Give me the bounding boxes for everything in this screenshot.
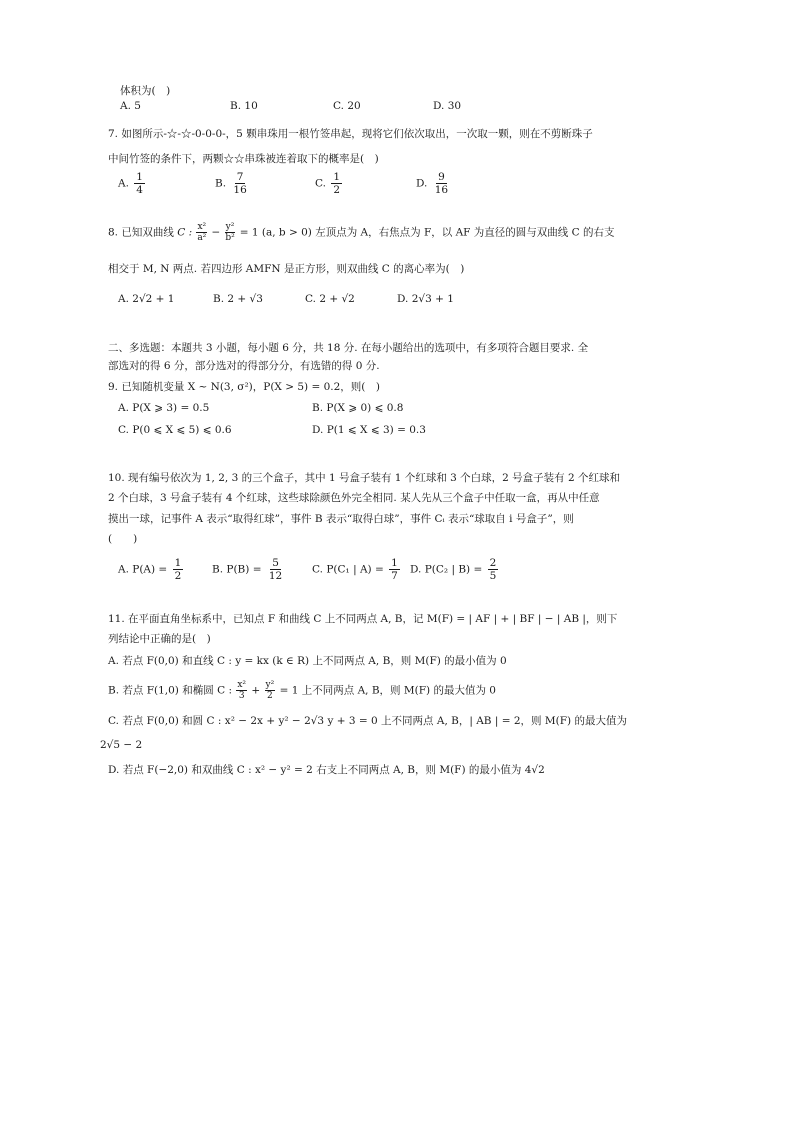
- q11-option-b-frac-y: [265, 680, 276, 701]
- numerator: 1: [174, 557, 182, 569]
- q7-option-b-fraction: [231, 171, 248, 196]
- q6-option-d: D. 30: [433, 100, 462, 112]
- q8-minus: −: [211, 226, 221, 239]
- q11-option-b-plus: +: [251, 684, 261, 697]
- q7-option-a-fraction: [134, 171, 145, 196]
- q11-option-a: A. 若点 F(0,0) 和直线 C : y = kx (k ∈ R) 上不同两点 A, B，则 M(F) 的最小值为 0: [108, 655, 507, 667]
- q6-stem-tail: 体积为( ): [120, 85, 171, 97]
- q9-option-b: B. P(X ⩾ 0) ⩽ 0.8: [312, 402, 404, 414]
- denominator: 3: [238, 691, 245, 701]
- q8-option-d: D. 2√3 + 1: [397, 293, 454, 305]
- denominator: 4: [136, 184, 143, 196]
- q10-option-c-fraction: [389, 557, 400, 582]
- q11-option-c-line1: C. 若点 F(0,0) 和圆 C : x² − 2x + y² − 2√3 y + 3 = 0 上不同两点 A, B，| AB | = 2，则 M(F) 的最大值为: [108, 715, 627, 727]
- numerator: x²: [237, 680, 247, 690]
- section2-line2: 部选对的得 6 分，部分选对的得部分分，有选错的得 0 分.: [108, 360, 380, 372]
- q10-option-b: [212, 557, 286, 582]
- q8-curve-lhs: C :: [177, 226, 193, 239]
- q11-option-b-frac-x: [236, 680, 247, 701]
- q11-option-d: D. 若点 F(−2,0) 和双曲线 C : x² − y² = 2 右支上不同两点 A, B，则 M(F) 的最小值为 4√2: [108, 764, 545, 776]
- q8-prefix: 8. 已知双曲线: [108, 226, 174, 239]
- denominator: 2: [174, 570, 182, 582]
- numerator: 1: [391, 557, 398, 569]
- q10-stem-line2: 2 个白球，3 号盒子装有 4 个红球，这些球除颜色外完全相同. 某人先从三个盒子中任取一盒，再从中任意: [108, 492, 600, 504]
- q10-option-c: [312, 557, 402, 582]
- q7-option-b: [215, 171, 251, 196]
- q10-stem-line3: 摸出一球，记事件 A 表示“取得红球”，事件 B 表示“取得白球”，事件 Cᵢ 表示“球取自 i 号盒子”，则: [108, 513, 574, 525]
- q10-stem-line4: ( ): [108, 533, 138, 545]
- q7-stem-line2: 中间竹签的条件下，两颗☆☆串珠被连着取下的概率是( ): [108, 153, 379, 165]
- q7-option-c: [315, 171, 344, 196]
- q10-option-c-label: C. P(C₁ | A) =: [312, 563, 384, 576]
- numerator: 5: [272, 557, 279, 569]
- q10-option-a-fraction: [173, 557, 184, 582]
- q10-stem-line1: 10. 现有编号依次为 1, 2, 3 的三个盒子，其中 1 号盒子装有 1 个红球和 3 个白球，2 号盒子装有 2 个红球和: [108, 472, 621, 484]
- q8-frac-x: [196, 222, 207, 243]
- denominator: 2: [333, 184, 341, 196]
- denominator: 16: [233, 184, 247, 196]
- q11-stem-line2: 列结论中正确的是( ): [108, 633, 211, 645]
- numerator: 9: [438, 171, 445, 183]
- denominator: 12: [268, 570, 283, 582]
- q8-frac-y: [225, 222, 236, 243]
- denominator: 5: [489, 570, 497, 582]
- q9-stem: 9. 已知随机变量 X ~ N(3, σ²)，P(X > 5) = 0.2，则( ): [108, 381, 381, 393]
- q9-option-c: C. P(0 ⩽ X ⩽ 5) ⩽ 0.6: [118, 424, 232, 436]
- q11-option-b-prefix: B. 若点 F(1,0) 和椭圆 C :: [108, 684, 232, 697]
- q8-option-a: A. 2√2 + 1: [118, 293, 175, 305]
- denominator: 16: [434, 184, 449, 196]
- q8-rest: = 1 (a, b > 0) 左顶点为 A，右焦点为 F，以 AF 为直径的圆与双曲线 C 的右支: [239, 226, 615, 239]
- q7-option-d-label: D.: [416, 177, 428, 190]
- q8-option-c: C. 2 + √2: [305, 293, 355, 305]
- q10-option-a: [118, 557, 185, 582]
- numerator: 7: [236, 171, 244, 183]
- numerator: y²: [225, 222, 235, 232]
- denominator: b²: [225, 233, 235, 243]
- q7-stem-line1: 7. 如图所示-☆-☆-0-0-0-，5 颗串珠用一根竹签串起，现将它们依次取出，一次取一颗，则在不剪断珠子: [108, 128, 593, 140]
- q8-stem-line2: 相交于 M, N 两点. 若四边形 AMFN 是正方形，则双曲线 C 的离心率为( ): [108, 263, 465, 275]
- q11-stem-line1: 11. 在平面直角坐标系中，已知点 F 和曲线 C 上不同两点 A, B，记 M(F) = | AF | + | BF | − | AB |，则下: [108, 613, 618, 625]
- q7-option-a: [118, 171, 147, 196]
- q7-option-c-label: C.: [315, 177, 326, 190]
- q11-option-b: [108, 680, 496, 701]
- q10-option-d-label: D. P(C₂ | B) =: [410, 563, 483, 576]
- q7-option-b-label: B.: [215, 177, 227, 190]
- q7-option-c-fraction: [331, 171, 342, 196]
- q6-option-c: C. 20: [333, 100, 361, 112]
- denominator: 2: [267, 691, 273, 701]
- q9-option-a: A. P(X ⩾ 3) = 0.5: [118, 402, 210, 414]
- q10-option-b-label: B. P(B) =: [212, 563, 262, 576]
- q11-option-c-line2: 2√5 − 2: [100, 739, 143, 751]
- q11-option-b-suffix: = 1 上不同两点 A, B，则 M(F) 的最大值为 0: [279, 684, 496, 697]
- q10-option-b-fraction: [267, 557, 284, 582]
- q8-stem-line1: [108, 222, 615, 243]
- q8-option-b: B. 2 + √3: [213, 293, 263, 305]
- numerator: y²: [265, 680, 275, 690]
- q6-option-b: B. 10: [230, 100, 258, 112]
- denominator: a²: [197, 233, 207, 243]
- q10-option-d-fraction: [488, 557, 499, 582]
- q10-option-d: [410, 557, 500, 582]
- numerator: x²: [197, 222, 207, 232]
- q9-option-d: D. P(1 ⩽ X ⩽ 3) = 0.3: [312, 424, 426, 436]
- q7-option-a-label: A.: [118, 177, 129, 190]
- numerator: 1: [333, 171, 341, 183]
- q10-option-a-label: A. P(A) =: [118, 563, 168, 576]
- numerator: 1: [136, 171, 143, 183]
- denominator: 7: [391, 570, 398, 582]
- q7-option-d: [416, 171, 452, 196]
- q7-option-d-fraction: [433, 171, 450, 196]
- numerator: 2: [489, 557, 497, 569]
- q6-option-a: A. 5: [120, 100, 141, 112]
- section2-line1: 二、多选题：本题共 3 小题，每小题 6 分，共 18 分. 在每小题给出的选项中，有多项符合题目要求. 全: [108, 342, 589, 354]
